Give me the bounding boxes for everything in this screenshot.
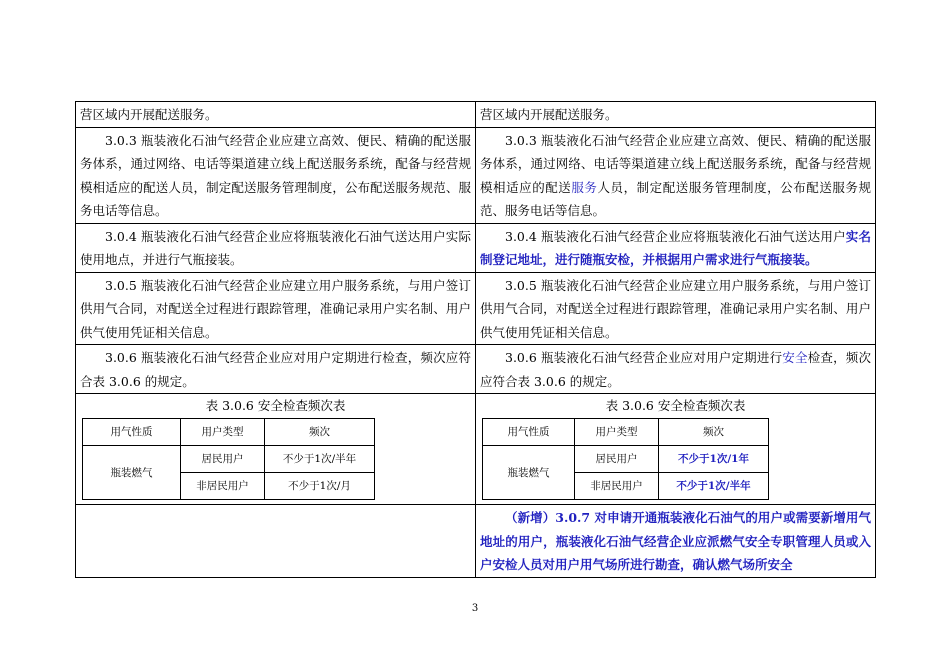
inner-table-title: 表 3.0.6 安全检查频次表	[605, 398, 746, 413]
table-row	[76, 505, 876, 578]
right-cell: 3.0.4 瓶装液化石油气经营企业应将瓶装液化石油气送达用户实名制登记地址，进行随瓶安检，并根据用户需求进行气瓶接装。	[476, 223, 876, 272]
table-row	[76, 127, 876, 223]
right-cell: 3.0.5 瓶装液化石油气经营企业应建立用户服务系统，与用户签订供用气合同，对配送全过程进行跟踪管理，准确记录用户实名制、用户供气使用凭证相关信息。	[476, 272, 876, 345]
left-cell: 3.0.3 瓶装液化石油气经营企业应建立高效、便民、精确的配送服务体系，通过网络、电话等渠道建立线上配送服务系统，配备与经营规模相适应的配送人员，制定配送服务管理制度，公布配送服务规范、服务电话等信息。	[76, 127, 476, 223]
inspection-frequency-table: 用气性质 用户类型 频次 瓶装燃气 居民用户 不少于1次/1年 非居民用户 不少于1次/半年	[482, 418, 769, 500]
table-row	[76, 345, 876, 394]
changed-text: 实名制登记地址，进行随瓶安检，并根据用户需求进行气瓶接装。	[480, 228, 871, 267]
right-cell	[476, 394, 876, 505]
table-row	[76, 272, 876, 345]
table-row	[76, 102, 876, 128]
inspection-frequency-table: 用气性质 用户类型 频次 瓶装燃气 居民用户 不少于1次/半年 非居民用户 不少于1次/月	[82, 418, 375, 500]
left-cell: 3.0.4 瓶装液化石油气经营企业应将瓶装液化石油气送达用户实际使用地点，并进行气瓶接装。	[76, 223, 476, 272]
left-cell: 3.0.6 瓶装液化石油气经营企业应对用户定期进行检查，频次应符合表 3.0.6 的规定。	[76, 345, 476, 394]
left-cell: 营区域内开展配送服务。	[76, 102, 476, 128]
right-cell: 3.0.3 瓶装液化石油气经营企业应建立高效、便民、精确的配送服务体系，通过网络、电话等渠道建立线上配送服务系统，配备与经营规模相适应的配送服务人员，制定配送服务管理制度，公布配送服务规范、服务电话等信息。	[476, 127, 876, 223]
left-cell: 3.0.5 瓶装液化石油气经营企业应建立用户服务系统，与用户签订供用气合同，对配送全过程进行跟踪管理，准确记录用户实名制、用户供气使用凭证相关信息。	[76, 272, 476, 345]
right-cell: 营区域内开展配送服务。	[476, 102, 876, 128]
inner-table-title: 表 3.0.6 安全检查频次表	[205, 398, 346, 413]
table-row	[76, 223, 876, 272]
right-cell: 3.0.6 瓶装液化石油气经营企业应对用户定期进行安全检查，频次应符合表 3.0.6 的规定。	[476, 345, 876, 394]
left-cell	[76, 394, 476, 505]
changed-text: 服务	[571, 179, 598, 195]
changed-text: 安全	[782, 350, 808, 365]
comparison-table	[75, 101, 876, 578]
page-number: 3	[471, 603, 479, 614]
right-cell: （新增）3.0.7 对申请开通瓶装液化石油气的用户或需要新增用气地址的用户，瓶装液化石油气经营企业应派燃气安全专职管理人员或入户安检人员对用户用气场所进行勘查，确认燃气场所安全	[476, 505, 876, 578]
left-cell	[76, 505, 476, 578]
table-row	[76, 394, 876, 505]
